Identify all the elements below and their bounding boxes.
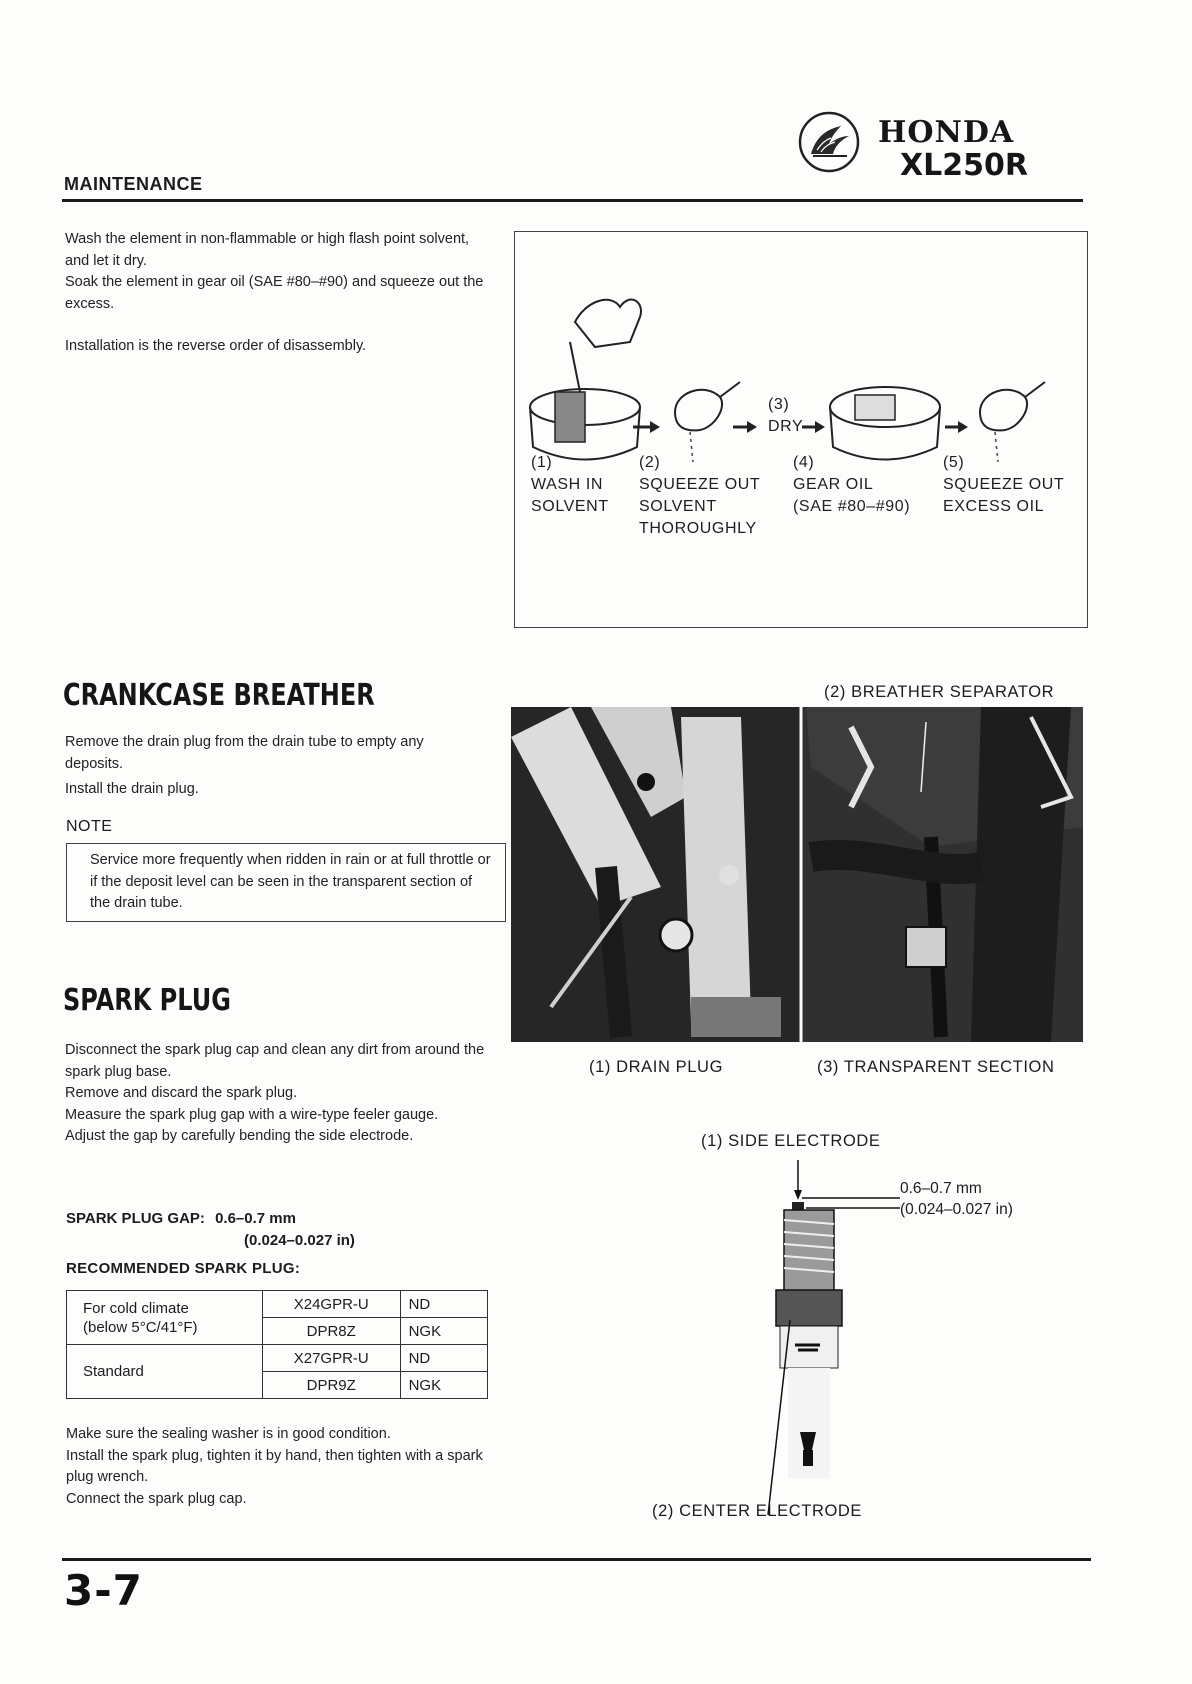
step-text: DRY <box>768 418 804 435</box>
note-text: Service more frequently when ridden in rain or at full throttle or if the deposit level can be seen in the transparent section of the drain tube. <box>90 852 491 911</box>
filter-cleaning-diagram <box>514 231 1088 628</box>
brand-cell: ND <box>400 1345 487 1372</box>
spark-line: Disconnect the spark plug cap and clean any dirt from around the spark plug base. <box>65 1042 485 1080</box>
step-2-label <box>639 452 760 540</box>
spark-plug-heading: SPARK PLUG <box>63 983 231 1018</box>
spark-plug-text <box>65 1040 485 1148</box>
note-label: NOTE <box>66 818 113 835</box>
header-rule <box>62 199 1083 202</box>
step-number: (5) <box>943 454 965 471</box>
step-text: SOLVENT <box>639 498 717 515</box>
page-number: 3-7 <box>64 1566 143 1615</box>
gap-label: SPARK PLUG GAP: <box>66 1210 205 1227</box>
brand-cell: ND <box>400 1291 487 1318</box>
step-text: (SAE #80–#90) <box>793 498 911 515</box>
step-number: (2) <box>639 454 661 471</box>
step-1-label <box>531 452 609 518</box>
step-text: SOLVENT <box>531 498 609 515</box>
brand-name: HONDA <box>878 115 1015 150</box>
step-text: SQUEEZE OUT <box>943 476 1065 493</box>
gap-mm: 0.6–0.7 mm <box>215 1210 296 1227</box>
breather-photo-top-label: (2) BREATHER SEPARATOR <box>824 683 1055 701</box>
part-cell: X27GPR-U <box>262 1345 400 1372</box>
step-text: THOROUGHLY <box>639 520 757 537</box>
part-cell: X24GPR-U <box>262 1291 400 1318</box>
filter-cleaning-illustration <box>515 232 1087 482</box>
part-cell: DPR9Z <box>262 1372 400 1399</box>
breather-photo <box>511 707 1083 1042</box>
spark-install-text <box>66 1424 488 1510</box>
side-electrode-label: (1) SIDE ELECTRODE <box>701 1132 881 1150</box>
footer-rule <box>62 1558 1091 1561</box>
cold-climate-line: (below 5°C/41°F) <box>83 1318 198 1336</box>
gap-mm-callout: 0.6–0.7 mm <box>900 1180 982 1197</box>
intro-line: Soak the element in gear oil (SAE #80–#90) and squeeze out the excess. <box>65 274 484 312</box>
note-box <box>66 843 506 922</box>
install-line: Make sure the sealing washer is in good condition. <box>66 1426 391 1442</box>
step-3-label <box>768 394 803 438</box>
gap-spec <box>66 1208 355 1252</box>
spark-line: Remove and discard the spark plug. <box>65 1085 298 1101</box>
drain-plug-label: (1) DRAIN PLUG <box>589 1058 724 1076</box>
intro-text <box>65 229 485 358</box>
recommended-label: RECOMMENDED SPARK PLUG: <box>66 1260 301 1277</box>
gap-in-callout: (0.024–0.027 in) <box>900 1201 1013 1218</box>
engine-photo-illustration <box>511 707 1083 1042</box>
step-number: (4) <box>793 454 815 471</box>
honda-wing-logo <box>797 110 861 174</box>
transparent-section-label: (3) TRANSPARENT SECTION <box>817 1058 1055 1076</box>
center-electrode-label: (2) CENTER ELECTRODE <box>652 1502 863 1520</box>
step-5-label <box>943 452 1064 518</box>
cold-climate-line: For cold climate <box>83 1299 189 1317</box>
install-line: Installation is the reverse order of disassembly. <box>65 338 367 354</box>
spark-plug-table <box>66 1290 488 1399</box>
crankcase-line: Install the drain plug. <box>65 781 199 797</box>
step-number: (1) <box>531 454 553 471</box>
install-line: Install the spark plug, tighten it by hand, then tighten with a spark plug wrench. <box>66 1447 483 1485</box>
spark-plug-illustration <box>740 1150 910 1520</box>
spark-line: Adjust the gap by carefully bending the side electrode. <box>65 1128 414 1144</box>
crankcase-line: Remove the drain plug from the drain tube to empty any deposits. <box>65 734 424 772</box>
standard-cell: Standard <box>67 1345 263 1399</box>
spark-line: Measure the spark plug gap with a wire-type feeler gauge. <box>65 1106 439 1123</box>
step-4-label <box>793 452 910 518</box>
gap-in: (0.024–0.027 in) <box>244 1232 355 1249</box>
crankcase-heading: CRANKCASE BREATHER <box>63 678 375 713</box>
install-line: Connect the spark plug cap. <box>66 1490 247 1507</box>
step-text: SQUEEZE OUT <box>639 476 761 493</box>
table-row <box>67 1345 488 1372</box>
brand-cell: NGK <box>400 1318 487 1345</box>
model-name: XL250R <box>900 148 1028 183</box>
brand-cell: NGK <box>400 1372 487 1399</box>
intro-line: Wash the element in non-flammable or high flash point solvent, and let it dry. <box>65 231 470 269</box>
step-text: WASH IN <box>531 476 604 493</box>
section-title: MAINTENANCE <box>64 174 203 194</box>
step-text: GEAR OIL <box>793 476 874 493</box>
step-text: EXCESS OIL <box>943 498 1045 515</box>
crankcase-text <box>65 732 485 801</box>
step-number: (3) <box>768 396 790 413</box>
part-cell: DPR8Z <box>262 1318 400 1345</box>
cold-climate-cell <box>67 1291 263 1345</box>
table-row <box>67 1291 488 1318</box>
